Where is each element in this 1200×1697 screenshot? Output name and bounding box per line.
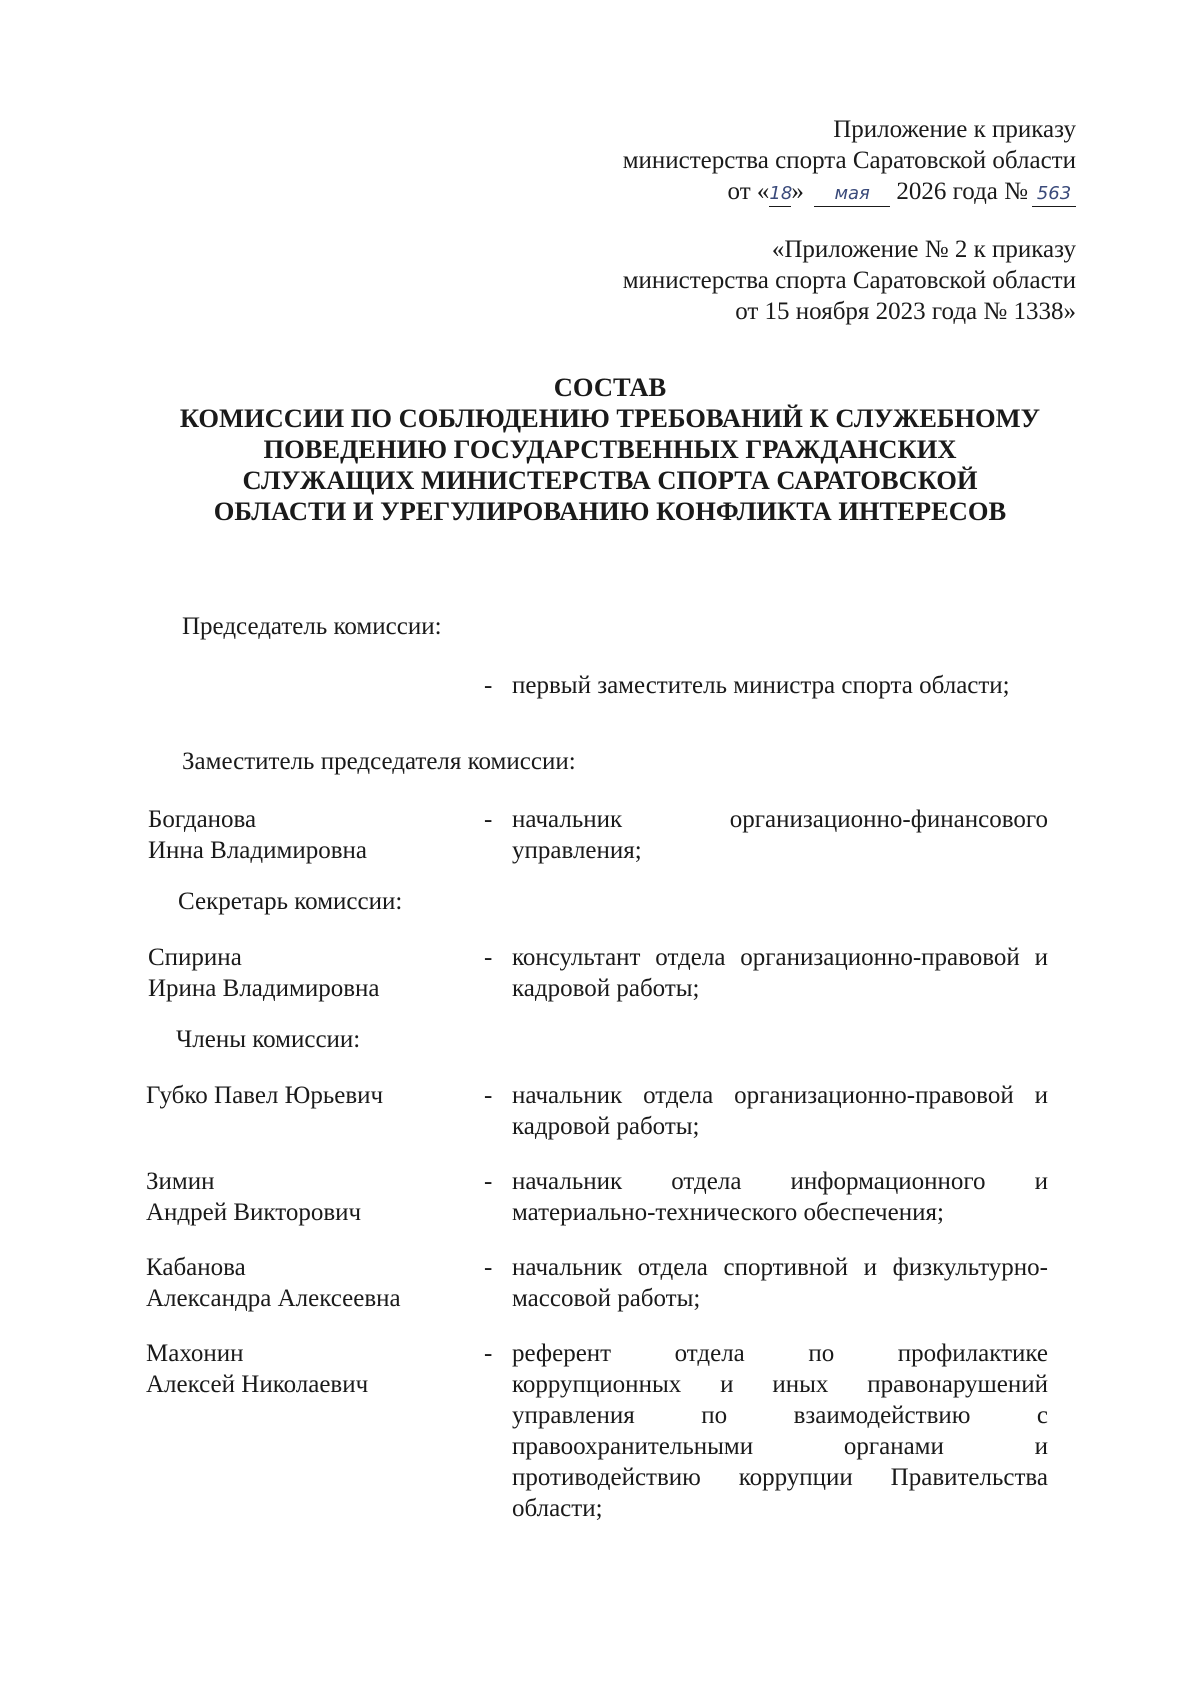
deputy-surname: Богданова	[148, 806, 257, 833]
entry-dash: -	[484, 672, 493, 699]
chairman-label: Председатель комиссии:	[182, 613, 442, 640]
member-name	[146, 1252, 466, 1314]
entry-dash: -	[484, 944, 493, 971]
deputy-label: Заместитель председателя комиссии:	[182, 748, 576, 775]
deputy-position: начальник организационно-финансового управления;	[512, 806, 1048, 864]
title-line1: СОСТАВ	[553, 372, 667, 402]
secretary-name	[148, 942, 468, 1004]
member-name	[146, 1166, 466, 1228]
amended-appendix-header	[623, 234, 1076, 327]
member-position: референт отдела по профилактике коррупционных и иных правонарушений управления по взаимодействию с правоохранительными органами и противодействию коррупции Правительства области;	[512, 1340, 1048, 1522]
secretary-surname: Спирина	[148, 944, 242, 971]
member-surname: Махонин	[146, 1340, 244, 1367]
date-prefix: от «	[727, 178, 770, 205]
entry-dash: -	[484, 1168, 493, 1195]
appendix-header-line1: Приложение к приказу	[833, 116, 1076, 143]
member-name	[146, 1080, 466, 1111]
deputy-given-names: Инна Владимировна	[148, 837, 367, 864]
chairman-position: первый заместитель министра спорта области;	[512, 672, 1010, 699]
amended-header-line2: министерства спорта Саратовской области	[622, 267, 1076, 294]
appendix-header	[623, 114, 1076, 207]
handwritten-day: 18	[769, 182, 791, 207]
title-line3: ПОВЕДЕНИЮ ГОСУДАРСТВЕННЫХ ГРАЖДАНСКИХ	[263, 434, 957, 464]
secretary-given-names: Ирина Владимировна	[148, 975, 380, 1002]
title-line5: ОБЛАСТИ И УРЕГУЛИРОВАНИЮ КОНФЛИКТА ИНТЕРЕСОВ	[213, 496, 1007, 526]
member-given-names: Алексей Николаевич	[146, 1371, 369, 1398]
entry-dash: -	[484, 1082, 493, 1109]
secretary-label: Секретарь комиссии:	[178, 888, 403, 915]
member-surname: Кабанова	[146, 1254, 246, 1281]
date-suffix: 2026 года №	[896, 178, 1028, 205]
members-label: Члены комиссии:	[176, 1026, 361, 1053]
member-surname: Зимин	[146, 1168, 215, 1195]
document-title	[130, 372, 1090, 527]
handwritten-month: мая	[814, 182, 890, 207]
entry-dash: -	[484, 806, 493, 833]
date-mid: »	[791, 178, 804, 205]
member-given-names: Александра Алексеевна	[146, 1285, 401, 1312]
appendix-header-line2: министерства спорта Саратовской области	[622, 147, 1076, 174]
member-surname: Губко Павел Юрьевич	[146, 1082, 384, 1109]
member-position: начальник отдела спортивной и физкультурно-массовой работы;	[512, 1254, 1048, 1312]
handwritten-number: 563	[1032, 182, 1076, 207]
deputy-name	[148, 804, 468, 866]
secretary-position: консультант отдела организационно-правовой и кадровой работы;	[512, 944, 1048, 1002]
title-line4: СЛУЖАЩИХ МИНИСТЕРСТВА СПОРТА САРАТОВСКОЙ	[242, 465, 978, 495]
title-line2: КОМИССИИ ПО СОБЛЮДЕНИЮ ТРЕБОВАНИЙ К СЛУЖЕБНОМУ	[179, 403, 1041, 433]
amended-header-line1: «Приложение № 2 к приказу	[771, 236, 1076, 263]
member-given-names: Андрей Викторович	[146, 1199, 362, 1226]
member-name	[146, 1338, 466, 1400]
entry-dash: -	[484, 1340, 493, 1367]
entry-dash: -	[484, 1254, 493, 1281]
appendix-date-line	[623, 176, 1076, 207]
amended-header-line3: от 15 ноября 2023 года № 1338»	[735, 298, 1076, 325]
member-position: начальник отдела информационного и материально-технического обеспечения;	[512, 1168, 1048, 1226]
member-position: начальник отдела организационно-правовой и кадровой работы;	[512, 1082, 1048, 1140]
